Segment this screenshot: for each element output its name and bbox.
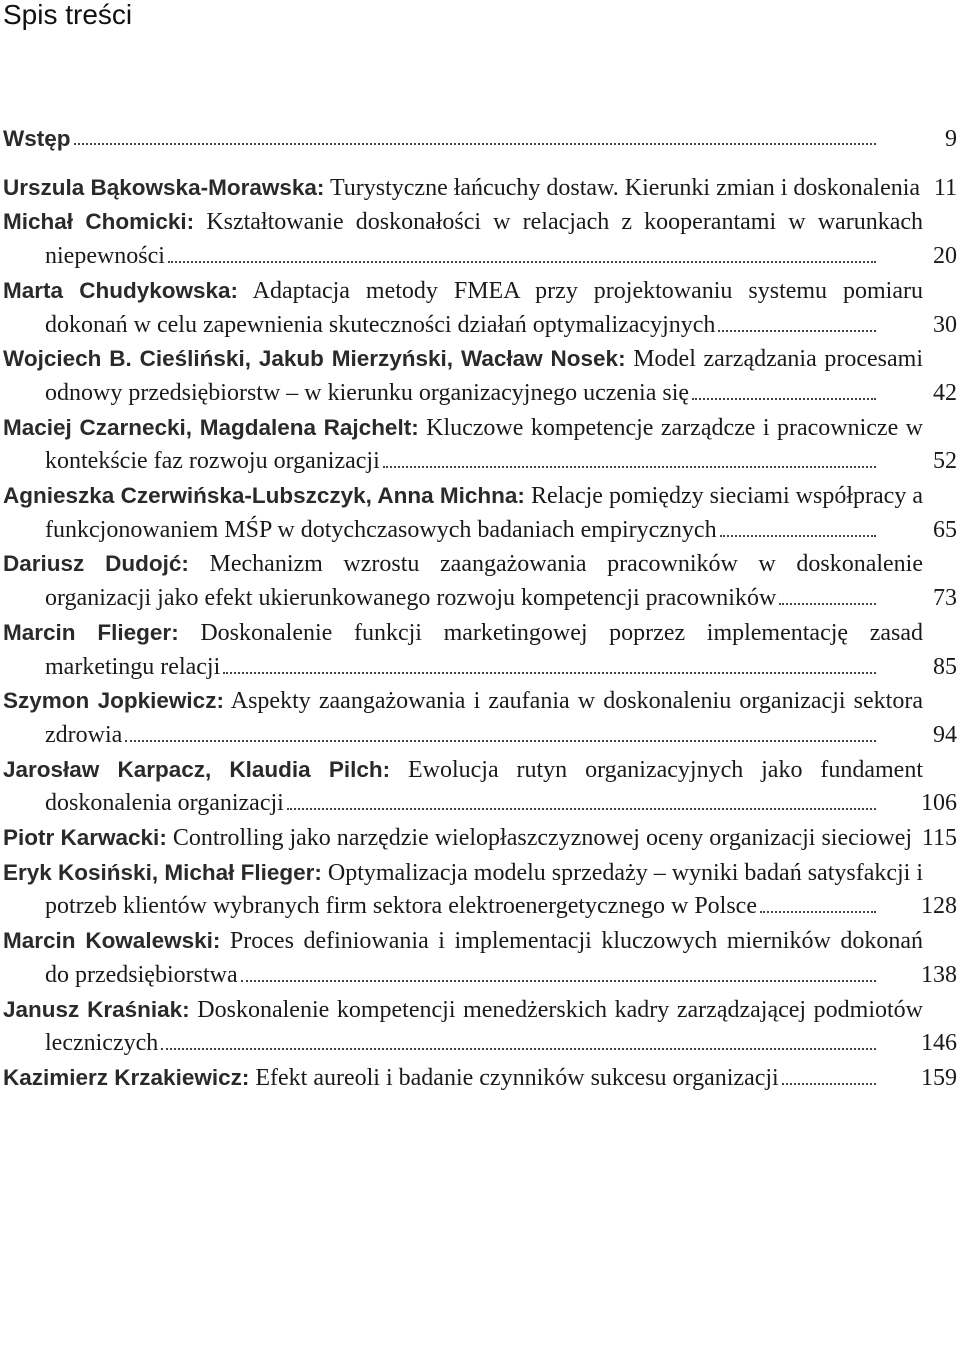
toc-entry-page-number: 106 — [921, 790, 957, 817]
dot-leader — [125, 739, 876, 742]
toc-entry-title: Relacje pomiędzy sieciami współpracy a funkcjonowaniem MŚP w dotychczasowych badaniach empirycznych — [45, 483, 924, 543]
toc-entry-page-number: 52 — [933, 448, 957, 475]
toc-entry-title: Model zarządzania procesami odnowy przedsiębiorstw – w kierunku organizacyjnego uczenia się — [45, 346, 923, 406]
toc-entry[interactable] — [3, 547, 957, 615]
toc-entry-text — [3, 821, 923, 856]
dot-leader — [760, 910, 876, 913]
toc-entry-page-number: 159 — [921, 1064, 957, 1091]
toc-entry-author: Wstęp — [3, 126, 71, 151]
table-of-contents — [3, 122, 957, 1096]
toc-entry-title: Kształtowanie doskonałości w relacjach z kooperantami w warunkach niepewności — [45, 209, 923, 270]
dot-leader — [718, 329, 876, 332]
dot-leader — [720, 534, 876, 537]
toc-entry-text — [3, 122, 881, 157]
toc-entry-page-number: 42 — [933, 379, 957, 406]
toc-entry-author: Kazimierz Krzakiewicz: — [3, 1064, 250, 1090]
toc-entry[interactable] — [3, 924, 957, 992]
toc-entry-title: Proces definiowania i implementacji kluczowych mierników dokonań do przedsiębiorstwa — [45, 928, 924, 988]
dot-leader — [383, 465, 876, 468]
toc-entry-author: Janusz Kraśniak: — [3, 996, 190, 1022]
toc-entry[interactable] — [3, 122, 957, 157]
toc-entry-title: Optymalizacja modelu sprzedaży – wyniki badań satysfakcji i potrzeb klientów wybranych firm sektora elektroenergetycznego w Polsce — [45, 859, 923, 920]
toc-entry-title: Ewolucja rutyn organizacyjnych jako fundament doskonalenia organizacji — [45, 756, 923, 817]
toc-entry[interactable] — [3, 821, 957, 856]
dot-leader — [168, 260, 876, 263]
toc-entry-author: Marcin Flieger: — [3, 619, 179, 645]
toc-entry-page-number: 9 — [945, 126, 957, 152]
toc-entry[interactable] — [3, 993, 957, 1061]
toc-entry-author: Eryk Kosiński, Michał Flieger: — [3, 859, 322, 885]
toc-entry-text — [3, 547, 923, 615]
toc-entry-text — [3, 205, 923, 273]
toc-entry-text — [3, 274, 923, 342]
dot-leader — [161, 1047, 876, 1050]
page-title: Spis treści — [3, 0, 133, 30]
toc-entry-title: Mechanizm wzrostu zaangażowania pracowników w doskonalenie organizacji jako efekt ukierunkowanego rozwoju kompetencji pracowników — [45, 551, 924, 612]
toc-entry-page-number: 94 — [933, 721, 957, 748]
toc-entry-title: Controlling jako narzędzie wielopłaszczyznowej oceny organizacji sieciowej — [172, 825, 913, 852]
toc-entry-text — [3, 342, 923, 410]
dot-leader — [779, 602, 876, 605]
toc-entry-author: Szymon Jopkiewicz: — [3, 688, 224, 714]
toc-entry-author: Marcin Kowalewski: — [3, 928, 221, 954]
dot-leader — [782, 1082, 876, 1085]
toc-entry-text — [3, 924, 923, 992]
toc-entry-text — [3, 479, 923, 547]
toc-entry-text — [3, 411, 923, 479]
toc-entry-page-number: 138 — [921, 961, 957, 988]
toc-entry-page-number: 65 — [933, 516, 957, 543]
toc-entry-author: Jarosław Karpacz, Klaudia Pilch: — [3, 756, 391, 782]
toc-entry-author: Piotr Karwacki: — [3, 825, 167, 851]
toc-entry-author: Agnieszka Czerwińska-Lubszczyk, Anna Michna: — [3, 483, 525, 509]
toc-entry-author: Marta Chudykowska: — [3, 277, 239, 303]
toc-entry-author: Wojciech B. Cieśliński, Jakub Mierzyński, Wacław Nosek: — [3, 346, 626, 372]
toc-entry-text — [3, 993, 923, 1061]
toc-entry-page-number: 115 — [921, 825, 957, 852]
toc-entry[interactable] — [3, 1061, 957, 1096]
toc-entry-title: Efekt aureoli i badanie czynników sukcesu organizacji — [255, 1064, 779, 1091]
toc-entry-title: Aspekty zaangażowania i zaufania w doskonaleniu organizacji sektora zdrowia — [45, 688, 923, 748]
toc-entry-text — [3, 171, 923, 206]
toc-entry-title: Turystyczne łańcuchy dostaw. Kierunki zmian i doskonalenia — [329, 174, 921, 201]
toc-entry[interactable] — [3, 479, 957, 547]
toc-entry-page-number: 85 — [933, 653, 957, 680]
toc-entry-page-number: 11 — [933, 174, 957, 201]
toc-entry[interactable] — [3, 274, 957, 342]
toc-entry[interactable] — [3, 753, 957, 821]
dot-leader — [287, 807, 876, 810]
dot-leader — [241, 979, 876, 982]
toc-entry[interactable] — [3, 342, 957, 410]
toc-entry-text — [3, 684, 923, 752]
dot-leader — [692, 397, 876, 400]
toc-entry-title: Adaptacja metody FMEA przy projektowaniu systemu pomiaru dokonań w celu zapewnienia skuteczności działań optymalizacyjnych — [45, 277, 923, 338]
toc-entry-author: Michał Chomicki: — [3, 209, 195, 235]
toc-entry[interactable] — [3, 684, 957, 752]
toc-entry-text — [3, 856, 923, 924]
toc-entry-text — [3, 1061, 923, 1096]
toc-entry[interactable] — [3, 171, 957, 206]
toc-entry-page-number: 30 — [933, 311, 957, 338]
dot-leader — [74, 142, 877, 145]
toc-entry[interactable] — [3, 616, 957, 684]
toc-entry-text — [3, 616, 923, 684]
toc-entry-title: Kluczowe kompetencje zarządcze i pracownicze w kontekście faz rozwoju organizacji — [45, 414, 923, 475]
toc-entry-text — [3, 753, 923, 821]
toc-entry-page-number: 73 — [933, 585, 957, 612]
toc-entry-title: Doskonalenie kompetencji menedżerskich kadry zarządzającej podmiotów leczniczych — [45, 996, 924, 1057]
toc-entry[interactable] — [3, 205, 957, 273]
toc-entry-author: Dariusz Dudojć: — [3, 551, 189, 577]
dot-leader — [223, 671, 876, 674]
toc-entry[interactable] — [3, 856, 957, 924]
toc-entry-page-number: 20 — [933, 243, 957, 270]
toc-entry-page-number: 128 — [921, 893, 957, 920]
toc-entry-page-number: 146 — [921, 1030, 957, 1057]
toc-entry-author: Maciej Czarnecki, Magdalena Rajchelt: — [3, 414, 419, 440]
toc-entry[interactable] — [3, 411, 957, 479]
toc-entry-title: Doskonalenie funkcji marketingowej poprzez implementację zasad marketingu relacji — [45, 619, 923, 680]
toc-entry-author: Urszula Bąkowska-Morawska: — [3, 174, 325, 200]
